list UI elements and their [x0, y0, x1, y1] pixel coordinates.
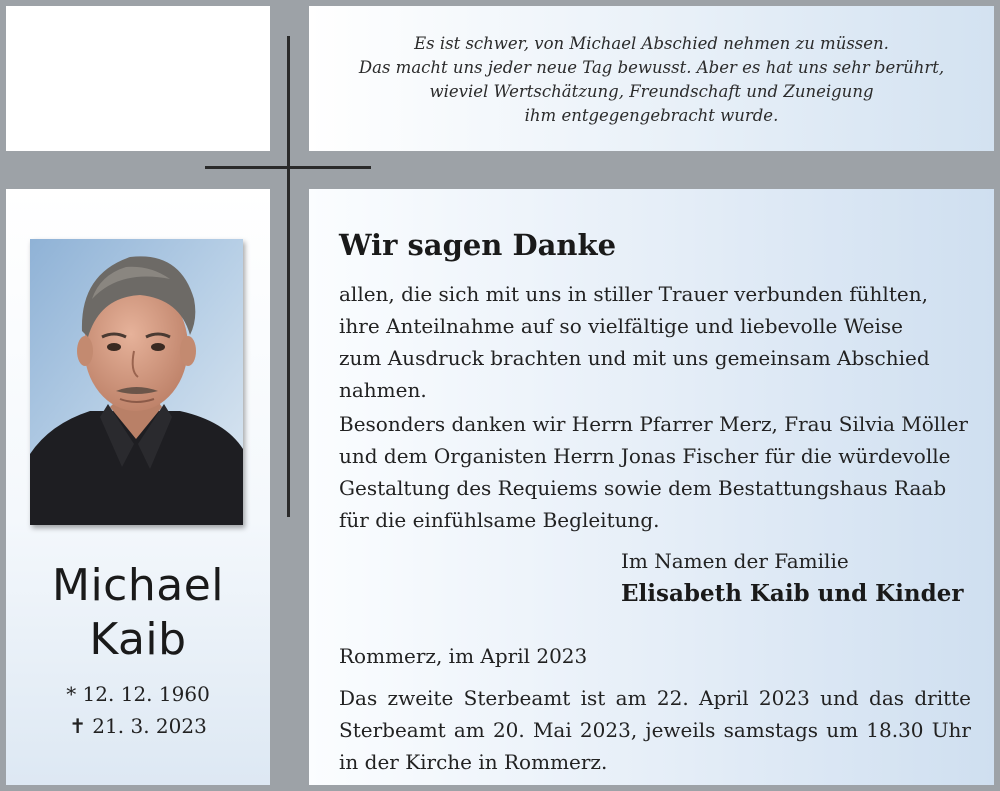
signature-family: Elisabeth Kaib und Kinder — [621, 580, 964, 607]
thanks-paragraph-1 — [339, 278, 979, 406]
memorial-quote — [309, 32, 994, 128]
deceased-last-name: Kaib — [89, 614, 187, 665]
cross-icon-vertical-bar — [287, 36, 290, 517]
text-line: in der Kirche in Rommerz. — [339, 750, 608, 774]
text-line: Das zweite Sterbeamt ist am 22. April 2023 und das dritte — [339, 686, 971, 710]
portrait-photo — [30, 239, 243, 525]
quote-line: Das macht uns jeder neue Tag bewusst. Aber es hat uns sehr berührt, — [358, 58, 945, 77]
quote-line: Es ist schwer, von Michael Abschied nehmen zu müssen. — [414, 34, 889, 53]
thanks-heading: Wir sagen Danke — [339, 228, 617, 262]
service-notice — [339, 682, 971, 778]
thanks-paragraph-2 — [339, 408, 979, 536]
place-date: Rommerz, im April 2023 — [339, 644, 588, 668]
panel-top-left — [6, 6, 270, 151]
text-line: Gestaltung des Requiems sowie dem Bestattungshaus Raab — [339, 476, 947, 500]
birth-date: * 12. 12. 1960 — [66, 682, 210, 706]
quote-line: ihm entgegengebracht wurde. — [524, 106, 779, 125]
cross-icon-horizontal-bar — [205, 166, 371, 169]
quote-line: wieviel Wertschätzung, Freundschaft und Zuneigung — [429, 82, 874, 101]
text-line: und dem Organisten Herrn Jonas Fischer für die würdevolle — [339, 444, 951, 468]
text-line: nahmen. — [339, 378, 427, 402]
text-line: allen, die sich mit uns in stiller Trauer verbunden fühlten, — [339, 282, 928, 306]
death-date: ✝ 21. 3. 2023 — [69, 714, 207, 738]
text-line: für die einfühlsame Begleitung. — [339, 508, 660, 532]
text-line: Besonders danken wir Herrn Pfarrer Merz, Frau Silvia Möller — [339, 412, 968, 436]
text-line: zum Ausdruck brachten und mit uns gemeinsam Abschied — [339, 346, 930, 370]
text-line: ihre Anteilnahme auf so vielfältige und liebevolle Weise — [339, 314, 903, 338]
signature-intro: Im Namen der Familie — [621, 549, 849, 573]
deceased-first-name: Michael — [51, 560, 225, 611]
text-line: Sterbeamt am 20. Mai 2023, jeweils samstags um 18.30 Uhr — [339, 718, 971, 742]
